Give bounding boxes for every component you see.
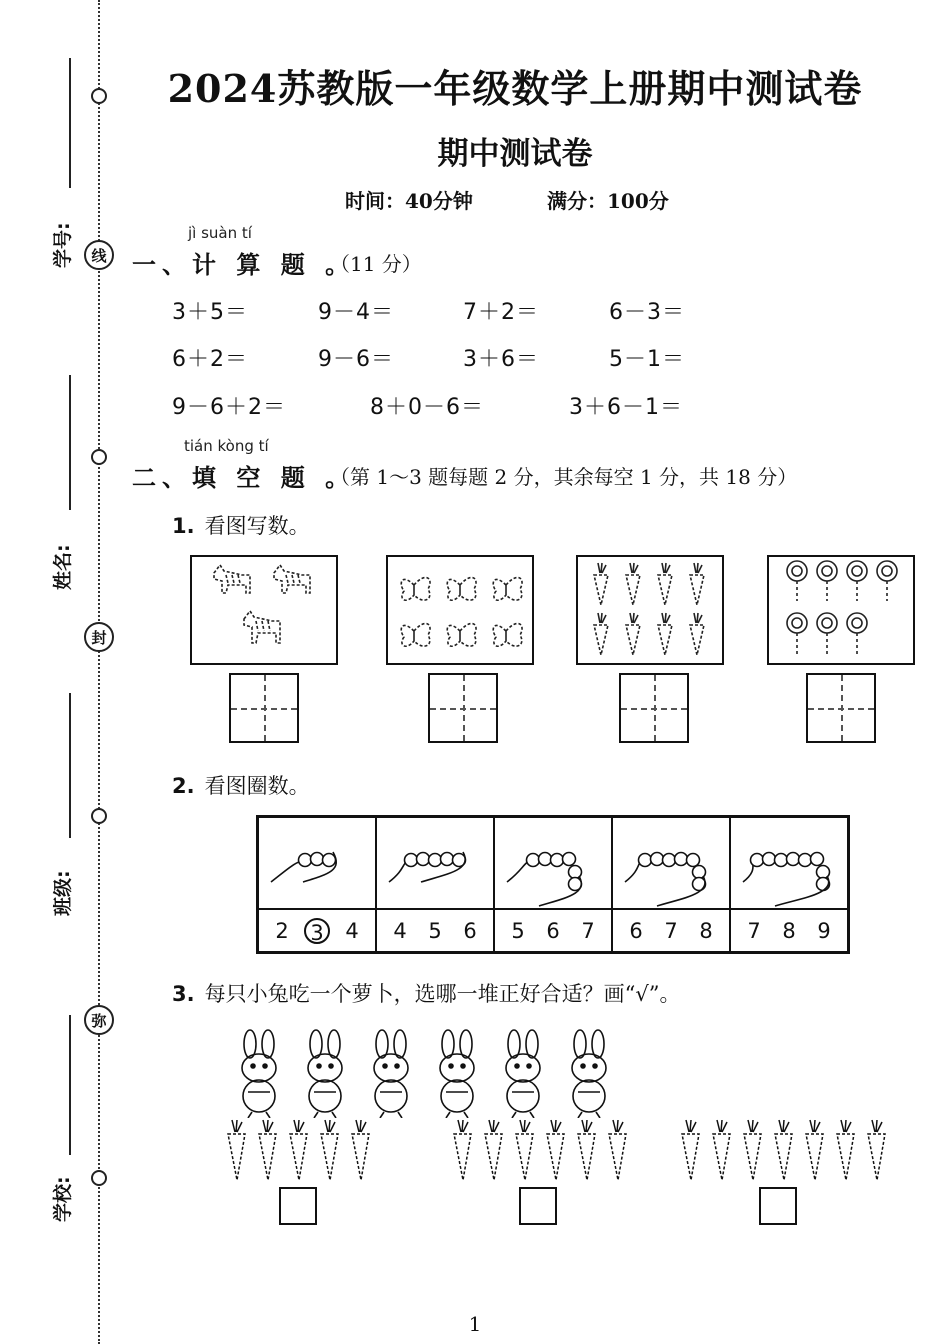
equation: 6－3＝ <box>609 300 685 325</box>
section1-heading: 一、计 算 题 。 <box>132 250 356 279</box>
equation: 9－6＝ <box>318 347 394 372</box>
bead <box>651 853 664 866</box>
number-option[interactable]: 9 <box>817 918 831 943</box>
bead <box>663 854 676 867</box>
lollipop-icon <box>769 557 913 663</box>
exam-score: 满分：100分 <box>547 189 669 213</box>
exam-time: 时间：40分钟 <box>345 189 473 213</box>
bead-string <box>613 818 731 910</box>
bead <box>551 854 564 867</box>
seal-xian: 线 <box>84 240 114 270</box>
section1-pinyin: jì suàn tí <box>188 224 252 242</box>
carrot-icon <box>485 1120 502 1180</box>
section2-score-note: （第 1～3 题每题 2 分，其余每空 1 分，共 18 分） <box>330 465 798 489</box>
class-line <box>69 693 71 838</box>
equation: 8＋0－6＝ <box>370 395 484 420</box>
bead <box>817 878 830 891</box>
bead <box>441 853 454 866</box>
bead <box>539 853 552 866</box>
bead <box>787 853 800 866</box>
carrot-icon <box>228 1120 245 1180</box>
bead <box>405 854 418 867</box>
student-id-label: 学号: <box>52 222 74 268</box>
number-option[interactable]: 8 <box>782 918 796 943</box>
exam-title: 2024苏教版一年级数学上册期中测试卷 <box>167 66 863 111</box>
bead <box>639 854 652 867</box>
number-option[interactable]: 5 <box>511 918 525 943</box>
number-options <box>613 910 731 951</box>
bead-string <box>259 818 377 910</box>
check-box-pile-2[interactable] <box>519 1187 557 1225</box>
carrot-icon <box>868 1120 885 1180</box>
bead <box>763 853 776 866</box>
section2-pinyin: tián kòng tí <box>184 437 269 455</box>
rabbit-icon <box>572 1030 606 1118</box>
binding-hole-4 <box>91 1170 107 1186</box>
zebra-icon <box>192 557 336 663</box>
carrot-icon <box>454 1120 471 1180</box>
carrot-icon <box>578 1120 595 1180</box>
bead <box>299 854 312 867</box>
equation: 9－4＝ <box>318 300 394 325</box>
number-option[interactable]: 2 <box>275 918 289 943</box>
equation: 9－6＋2＝ <box>172 395 286 420</box>
page-number: 1 <box>468 1312 482 1336</box>
number-option[interactable]: 6 <box>629 918 643 943</box>
rabbit-icon <box>308 1030 342 1118</box>
bead <box>311 853 324 866</box>
butterfly-picture <box>386 555 534 665</box>
bead <box>527 854 540 867</box>
equation: 3＋6＝ <box>463 347 539 372</box>
butterfly-icon <box>388 557 532 663</box>
answer-box[interactable] <box>806 673 876 743</box>
carrot-icon <box>321 1120 338 1180</box>
bead <box>417 853 430 866</box>
rabbit-icon <box>506 1030 540 1118</box>
carrot-icon <box>352 1120 369 1180</box>
lollipop-picture <box>767 555 915 665</box>
bead-string <box>731 818 847 910</box>
binding-dotted-line <box>98 0 100 1344</box>
carrot-icon <box>290 1120 307 1180</box>
carrot-pile-1 <box>222 1118 382 1184</box>
bead <box>811 853 824 866</box>
carrot-icon <box>578 557 722 663</box>
equation: 3＋5＝ <box>172 300 248 325</box>
binding-hole-2 <box>91 449 107 465</box>
rabbit-icon <box>374 1030 408 1118</box>
number-option[interactable]: 4 <box>393 918 407 943</box>
section2-heading: 二、填 空 题 。 <box>132 463 356 492</box>
number-options <box>259 910 377 951</box>
carrot-icon <box>713 1120 730 1180</box>
answer-box[interactable] <box>229 673 299 743</box>
carrot-picture <box>576 555 724 665</box>
rabbit-icon <box>440 1030 474 1118</box>
bead <box>429 854 442 867</box>
carrot-icon <box>516 1120 533 1180</box>
bead-count-table <box>256 815 850 954</box>
q1-label: 1. 看图写数。 <box>172 514 310 538</box>
carrot-icon <box>547 1120 564 1180</box>
class-label: 班级: <box>52 870 74 916</box>
rabbit-icon <box>242 1030 276 1118</box>
number-option[interactable]: 8 <box>699 918 713 943</box>
bead <box>323 854 336 867</box>
carrot-pile-2 <box>448 1118 638 1184</box>
carrot-icon <box>837 1120 854 1180</box>
seal-mi: 弥 <box>84 1005 114 1035</box>
rabbit-row <box>228 1028 628 1118</box>
carrot-pile-3 <box>676 1118 891 1184</box>
number-option[interactable]: 4 <box>345 918 359 943</box>
answer-box[interactable] <box>428 673 498 743</box>
section1-score-note: （11 分） <box>330 252 422 276</box>
bead <box>675 853 688 866</box>
number-option[interactable]: 7 <box>747 918 761 943</box>
exam-subtitle: 期中测试卷 <box>437 136 593 172</box>
binding-hole-3 <box>91 808 107 824</box>
bead-string <box>495 818 613 910</box>
bead <box>563 853 576 866</box>
name-label: 姓名: <box>52 544 74 590</box>
number-options <box>495 910 613 951</box>
number-option[interactable]: 5 <box>428 918 442 943</box>
number-options <box>377 910 495 951</box>
bead <box>687 854 700 867</box>
equation: 5－1＝ <box>609 347 685 372</box>
bead <box>775 854 788 867</box>
carrot-icon <box>806 1120 823 1180</box>
seal-feng: 封 <box>84 622 114 652</box>
school-label: 学校: <box>52 1176 74 1222</box>
equation: 6＋2＝ <box>172 347 248 372</box>
equation: 3＋6－1＝ <box>569 395 683 420</box>
carrot-icon <box>609 1120 626 1180</box>
bead <box>799 854 812 867</box>
bead <box>751 854 764 867</box>
name-line <box>69 375 71 510</box>
carrot-icon <box>259 1120 276 1180</box>
number-option[interactable]: 6 <box>546 918 560 943</box>
zebra-picture <box>190 555 338 665</box>
bead-string <box>377 818 495 910</box>
check-box-pile-1[interactable] <box>279 1187 317 1225</box>
check-box-pile-3[interactable] <box>759 1187 797 1225</box>
carrot-icon <box>682 1120 699 1180</box>
carrot-icon <box>744 1120 761 1180</box>
equation: 7＋2＝ <box>463 300 539 325</box>
number-option[interactable]: 6 <box>463 918 477 943</box>
school-line <box>69 1015 71 1155</box>
carrot-icon <box>775 1120 792 1180</box>
number-option[interactable]: 7 <box>664 918 678 943</box>
number-options <box>731 910 847 951</box>
number-option-circled[interactable]: 3 <box>304 918 330 944</box>
q3-label: 3. 每只小兔吃一个萝卜，选哪一堆正好合适？画“√”。 <box>172 982 681 1006</box>
q2-label: 2. 看图圈数。 <box>172 774 310 798</box>
answer-box[interactable] <box>619 673 689 743</box>
number-option[interactable]: 7 <box>581 918 595 943</box>
